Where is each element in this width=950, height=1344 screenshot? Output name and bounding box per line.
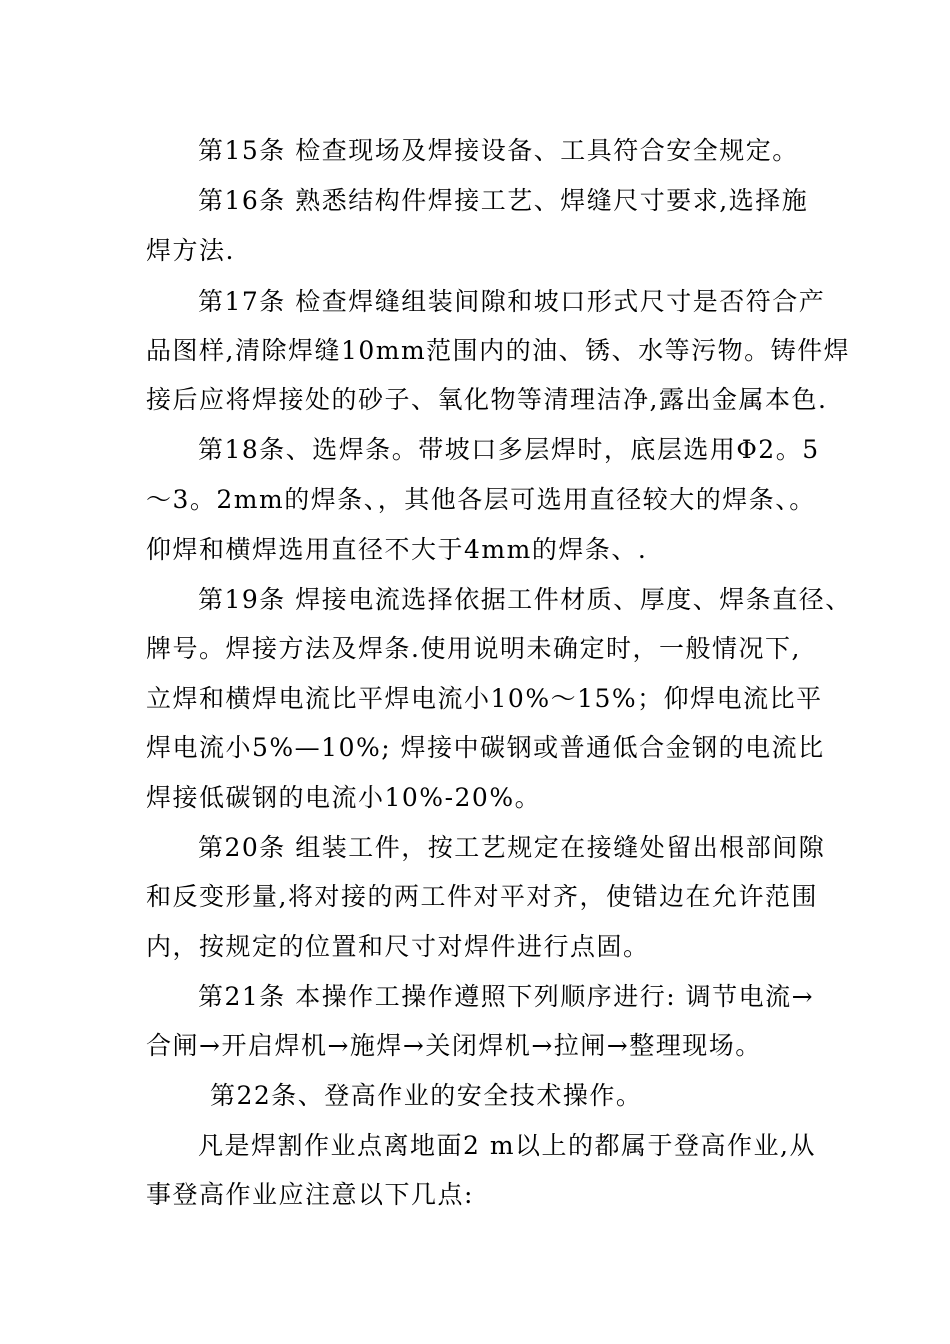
article-18-line-2: ～3。2mm的焊条、，其他各层可选用直径较大的焊条、。: [146, 485, 816, 514]
article-20-line-1: 第20条 组装工件，按工艺规定在接缝处留出根部间隙: [198, 833, 826, 862]
article-19-line-1: 第19条 焊接电流选择依据工件材质、厚度、焊条直径、: [198, 585, 852, 614]
article-22-line-2: 事登高作业应注意以下几点:: [146, 1180, 474, 1209]
article-18-line-3: 仰焊和横焊选用直径不大于4mm的焊条、.: [146, 535, 648, 564]
article-16-line-2: 焊方法.: [146, 236, 235, 265]
article-15-line: 第15条 检查现场及焊接设备、工具符合安全规定。: [198, 136, 799, 165]
article-21-line-2: 合闸→开启焊机→施焊→关闭焊机→拉闸→整理现场。: [146, 1031, 762, 1060]
article-19-line-2: 牌号。焊接方法及焊条.使用说明未确定时，一般情况下,: [146, 634, 801, 663]
article-17-line-1: 第17条 检查焊缝组装间隙和坡口形式尺寸是否符合产: [198, 287, 826, 316]
article-20-line-2: 和反变形量,将对接的两工件对平对齐，使错边在允许范围: [146, 882, 818, 911]
article-19-line-4: 焊电流小5%—10%; 焊接中碳钢或普通低合金钢的电流比: [146, 733, 825, 762]
article-19-line-3: 立焊和横焊电流比平焊电流小10%～15%；仰焊电流比平: [146, 684, 823, 713]
article-22-line-1: 凡是焊割作业点离地面2 m以上的都属于登高作业,从: [198, 1131, 817, 1160]
article-20-line-3: 内，按规定的位置和尺寸对焊件进行点固。: [146, 932, 650, 961]
article-19-line-5: 焊接低碳钢的电流小10%-20%。: [146, 783, 542, 812]
article-17-line-3: 接后应将焊接处的砂子、氧化物等清理洁净,露出金属本色.: [146, 385, 828, 414]
article-21-line-1: 第21条 本操作工操作遵照下列顺序进行: 调节电流→: [198, 982, 815, 1011]
article-18-line-1: 第18条、选焊条。带坡口多层焊时，底层选用Φ2。5: [198, 435, 820, 464]
article-16-line-1: 第16条 熟悉结构件焊接工艺、焊缝尺寸要求,选择施: [198, 186, 809, 215]
article-22-heading: 第22条、登高作业的安全技术操作。: [210, 1081, 643, 1110]
article-17-line-2: 品图样,清除焊缝10mm范围内的油、锈、水等污物。铸件焊: [146, 336, 851, 365]
